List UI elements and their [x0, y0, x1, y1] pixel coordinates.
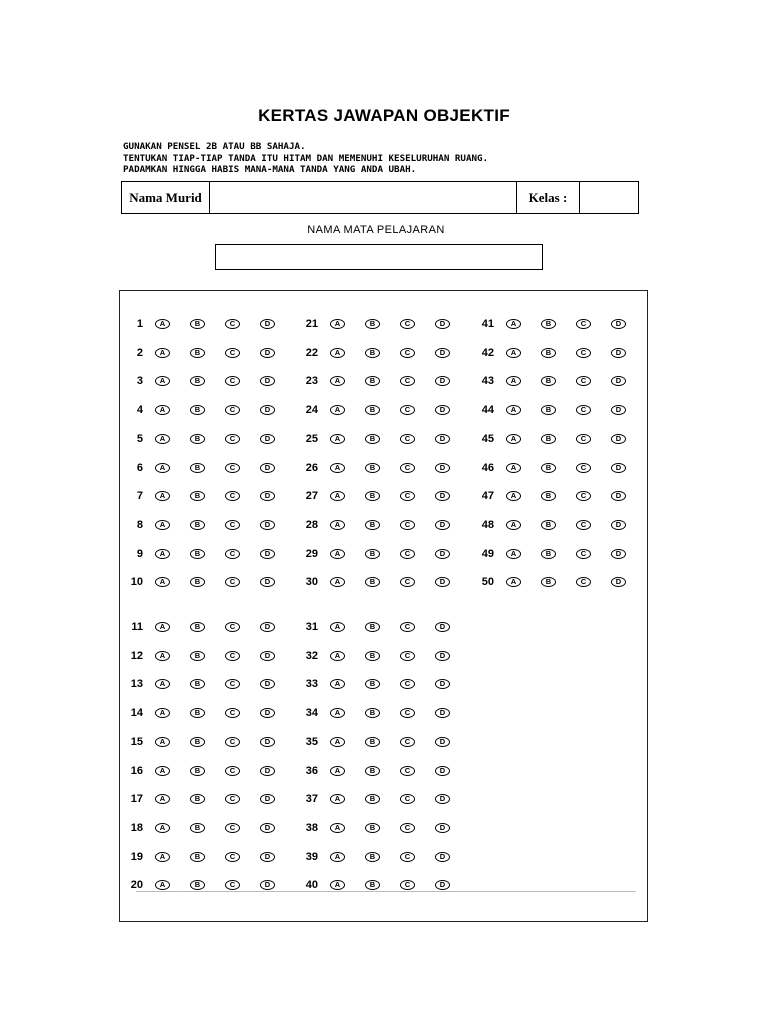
answer-bubble-d[interactable]: D [260, 348, 275, 358]
answer-bubble-d[interactable]: D [260, 794, 275, 804]
answer-bubble-b[interactable]: B [365, 405, 380, 415]
answer-bubble-a[interactable]: A [155, 794, 170, 804]
answer-bubble-d[interactable]: D [260, 577, 275, 587]
answer-bubble-d[interactable]: D [611, 577, 626, 587]
answer-bubble-b[interactable]: B [541, 405, 556, 415]
answer-bubble-b[interactable]: B [541, 319, 556, 329]
answer-bubble-b[interactable]: B [190, 737, 205, 747]
answer-bubble-b[interactable]: B [365, 520, 380, 530]
answer-bubble-a[interactable]: A [155, 651, 170, 661]
answer-bubble-b[interactable]: B [365, 679, 380, 689]
answer-bubble-d[interactable]: D [435, 405, 450, 415]
answer-bubble-c[interactable]: C [225, 577, 240, 587]
answer-bubble-c[interactable]: C [225, 319, 240, 329]
answer-bubble-a[interactable]: A [330, 708, 345, 718]
question-number: 4 [136, 404, 143, 416]
answer-bubble-b[interactable]: B [365, 319, 380, 329]
answer-bubble-c[interactable]: C [225, 852, 240, 862]
answer-bubble-b[interactable]: B [190, 679, 205, 689]
answer-bubble-a[interactable]: A [506, 348, 521, 358]
answer-bubble-b[interactable]: B [541, 348, 556, 358]
answer-bubble-d[interactable]: D [435, 434, 450, 444]
answer-bubble-c[interactable]: C [225, 880, 240, 890]
instruction-line: PADAMKAN HINGGA HABIS MANA-MANA TANDA YANG ANDA UBAH. [123, 164, 417, 175]
answer-bubble-a[interactable]: A [155, 766, 170, 776]
answer-bubble-a[interactable]: A [330, 622, 345, 632]
answer-bubble-d[interactable]: D [435, 463, 450, 473]
answer-bubble-a[interactable]: A [330, 549, 345, 559]
question-number: 49 [481, 548, 494, 560]
answer-bubble-a[interactable]: A [155, 622, 170, 632]
question-number: 2 [136, 347, 143, 359]
question-number: 16 [130, 765, 143, 777]
answer-bubble-c[interactable]: C [225, 766, 240, 776]
answer-bubble-a[interactable]: A [330, 348, 345, 358]
answer-bubble-b[interactable]: B [190, 823, 205, 833]
answer-bubble-c[interactable]: C [576, 520, 591, 530]
answer-bubble-c[interactable]: C [400, 794, 415, 804]
question-number: 46 [481, 462, 494, 474]
question-number: 25 [305, 433, 318, 445]
answer-bubble-d[interactable]: D [435, 491, 450, 501]
answer-bubble-d[interactable]: D [611, 348, 626, 358]
answer-bubble-b[interactable]: B [365, 708, 380, 718]
instruction-line: GUNAKAN PENSEL 2B ATAU BB SAHAJA. [123, 141, 306, 152]
answer-bubble-b[interactable]: B [365, 823, 380, 833]
question-number: 42 [481, 347, 494, 359]
divider [136, 891, 636, 892]
question-number: 28 [305, 519, 318, 531]
answer-bubble-b[interactable]: B [190, 434, 205, 444]
answer-bubble-c[interactable]: C [400, 434, 415, 444]
question-number: 45 [481, 433, 494, 445]
answer-bubble-d[interactable]: D [260, 463, 275, 473]
answer-bubble-c[interactable]: C [225, 651, 240, 661]
answer-bubble-b[interactable]: B [190, 520, 205, 530]
answer-bubble-c[interactable]: C [400, 622, 415, 632]
answer-bubble-a[interactable]: A [155, 880, 170, 890]
question-number: 10 [130, 576, 143, 588]
answer-bubble-a[interactable]: A [330, 577, 345, 587]
answer-bubble-b[interactable]: B [541, 577, 556, 587]
answer-bubble-d[interactable]: D [435, 708, 450, 718]
answer-bubble-b[interactable]: B [365, 434, 380, 444]
answer-bubble-d[interactable]: D [435, 880, 450, 890]
answer-bubble-d[interactable]: D [260, 708, 275, 718]
answer-bubble-c[interactable]: C [576, 376, 591, 386]
answer-bubble-a[interactable]: A [506, 319, 521, 329]
answer-bubble-b[interactable]: B [365, 549, 380, 559]
answer-bubble-d[interactable]: D [435, 520, 450, 530]
question-number: 38 [305, 822, 318, 834]
answer-bubble-b[interactable]: B [541, 376, 556, 386]
answer-bubble-b[interactable]: B [190, 622, 205, 632]
answer-bubble-a[interactable]: A [155, 463, 170, 473]
answer-bubble-b[interactable]: B [365, 766, 380, 776]
answer-bubble-c[interactable]: C [400, 549, 415, 559]
answer-bubble-b[interactable]: B [190, 651, 205, 661]
answer-bubble-c[interactable]: C [400, 651, 415, 661]
answer-bubble-c[interactable]: C [400, 348, 415, 358]
answer-bubble-d[interactable]: D [611, 405, 626, 415]
answer-bubble-a[interactable]: A [330, 880, 345, 890]
answer-bubble-c[interactable]: C [400, 577, 415, 587]
answer-bubble-c[interactable]: C [576, 549, 591, 559]
answer-bubble-d[interactable]: D [435, 679, 450, 689]
question-number: 20 [130, 879, 143, 891]
answer-bubble-d[interactable]: D [260, 319, 275, 329]
answer-bubble-b[interactable]: B [190, 319, 205, 329]
answer-bubble-b[interactable]: B [190, 766, 205, 776]
subject-field[interactable] [215, 244, 543, 270]
answer-bubble-d[interactable]: D [260, 880, 275, 890]
answer-bubble-c[interactable]: C [225, 708, 240, 718]
question-number: 32 [305, 650, 318, 662]
question-number: 44 [481, 404, 494, 416]
answer-bubble-a[interactable]: A [155, 405, 170, 415]
answer-bubble-a[interactable]: A [330, 376, 345, 386]
answer-bubble-a[interactable]: A [155, 319, 170, 329]
answer-bubble-d[interactable]: D [260, 549, 275, 559]
answer-bubble-c[interactable]: C [400, 405, 415, 415]
answer-bubble-b[interactable]: B [365, 376, 380, 386]
question-number: 48 [481, 519, 494, 531]
answer-bubble-d[interactable]: D [435, 319, 450, 329]
question-number: 18 [130, 822, 143, 834]
answer-bubble-a[interactable]: A [330, 737, 345, 747]
question-number: 19 [130, 851, 143, 863]
question-number: 39 [305, 851, 318, 863]
answer-bubble-d[interactable]: D [260, 651, 275, 661]
student-name-label: Nama Murid [122, 182, 210, 213]
answer-bubble-d[interactable]: D [611, 319, 626, 329]
answer-bubble-d[interactable]: D [260, 491, 275, 501]
answer-bubble-a[interactable]: A [330, 520, 345, 530]
answer-bubble-b[interactable]: B [365, 852, 380, 862]
question-number: 43 [481, 375, 494, 387]
answer-bubble-c[interactable]: C [400, 679, 415, 689]
answer-bubble-a[interactable]: A [155, 434, 170, 444]
answer-bubble-c[interactable]: C [400, 463, 415, 473]
answer-bubble-b[interactable]: B [190, 348, 205, 358]
answer-bubble-d[interactable]: D [260, 434, 275, 444]
answer-bubble-a[interactable]: A [330, 794, 345, 804]
answer-bubble-a[interactable]: A [155, 852, 170, 862]
question-number: 3 [136, 375, 143, 387]
answer-bubble-d[interactable]: D [435, 766, 450, 776]
answer-bubble-a[interactable]: A [155, 348, 170, 358]
answer-bubble-d[interactable]: D [435, 794, 450, 804]
student-name-field[interactable] [210, 182, 517, 213]
answer-bubble-b[interactable]: B [365, 737, 380, 747]
question-number: 24 [305, 404, 318, 416]
answer-bubble-a[interactable]: A [330, 651, 345, 661]
answer-bubble-c[interactable]: C [225, 405, 240, 415]
answer-bubble-d[interactable]: D [611, 549, 626, 559]
answer-bubble-d[interactable]: D [435, 852, 450, 862]
answer-bubble-a[interactable]: A [155, 577, 170, 587]
answer-bubble-a[interactable]: A [506, 405, 521, 415]
question-number: 50 [481, 576, 494, 588]
answer-bubble-a[interactable]: A [330, 491, 345, 501]
answer-bubble-c[interactable]: C [400, 319, 415, 329]
answer-bubble-c[interactable]: C [225, 549, 240, 559]
answer-bubble-d[interactable]: D [260, 852, 275, 862]
answer-bubble-b[interactable]: B [541, 463, 556, 473]
question-number: 40 [305, 879, 318, 891]
answer-bubble-a[interactable]: A [330, 679, 345, 689]
question-number: 8 [136, 519, 143, 531]
answer-bubble-b[interactable]: B [190, 852, 205, 862]
answer-bubble-b[interactable]: B [365, 463, 380, 473]
answer-bubble-c[interactable]: C [576, 434, 591, 444]
answer-bubble-d[interactable]: D [260, 622, 275, 632]
question-number: 6 [136, 462, 143, 474]
answer-bubble-a[interactable]: A [506, 577, 521, 587]
answer-bubble-a[interactable]: A [155, 823, 170, 833]
answer-bubble-a[interactable]: A [155, 737, 170, 747]
answer-bubble-c[interactable]: C [400, 708, 415, 718]
answer-bubble-d[interactable]: D [260, 520, 275, 530]
answer-bubble-b[interactable]: B [190, 405, 205, 415]
question-number: 23 [305, 375, 318, 387]
answer-bubble-a[interactable]: A [506, 491, 521, 501]
answer-bubble-a[interactable]: A [155, 679, 170, 689]
class-label: Kelas : [517, 182, 580, 213]
answer-bubble-d[interactable]: D [260, 405, 275, 415]
answer-bubble-d[interactable]: D [260, 737, 275, 747]
answer-bubble-c[interactable]: C [225, 463, 240, 473]
answer-bubble-b[interactable]: B [190, 376, 205, 386]
question-number: 35 [305, 736, 318, 748]
class-field[interactable] [580, 182, 638, 213]
answer-bubble-a[interactable]: A [506, 520, 521, 530]
answer-bubble-c[interactable]: C [400, 766, 415, 776]
question-number: 21 [305, 318, 318, 330]
answer-bubble-c[interactable]: C [400, 852, 415, 862]
answer-bubble-b[interactable]: B [365, 622, 380, 632]
answer-bubble-a[interactable]: A [506, 463, 521, 473]
student-info-bar [121, 181, 639, 214]
answer-bubble-b[interactable]: B [365, 491, 380, 501]
answer-bubble-b[interactable]: B [365, 880, 380, 890]
question-number: 9 [136, 548, 143, 560]
answer-bubble-b[interactable]: B [190, 794, 205, 804]
answer-bubble-c[interactable]: C [225, 348, 240, 358]
question-number: 14 [130, 707, 143, 719]
answer-bubble-b[interactable]: B [365, 651, 380, 661]
question-number: 15 [130, 736, 143, 748]
answer-bubble-d[interactable]: D [435, 549, 450, 559]
answer-bubble-c[interactable]: C [225, 737, 240, 747]
answer-bubble-c[interactable]: C [225, 622, 240, 632]
answer-bubble-d[interactable]: D [611, 463, 626, 473]
answer-bubble-c[interactable]: C [400, 520, 415, 530]
answer-bubble-b[interactable]: B [190, 463, 205, 473]
answer-bubble-d[interactable]: D [435, 577, 450, 587]
answer-bubble-d[interactable]: D [435, 737, 450, 747]
answer-bubble-a[interactable]: A [330, 463, 345, 473]
answer-bubble-d[interactable]: D [260, 679, 275, 689]
answer-bubble-c[interactable]: C [225, 794, 240, 804]
answer-bubble-b[interactable]: B [190, 880, 205, 890]
question-number: 17 [130, 793, 143, 805]
answer-bubble-c[interactable]: C [225, 434, 240, 444]
question-number: 12 [130, 650, 143, 662]
answer-bubble-d[interactable]: D [611, 434, 626, 444]
answer-bubble-b[interactable]: B [365, 794, 380, 804]
answer-bubble-a[interactable]: A [506, 549, 521, 559]
question-number: 47 [481, 490, 494, 502]
answer-bubble-b[interactable]: B [190, 549, 205, 559]
question-number: 5 [136, 433, 143, 445]
answer-bubble-b[interactable]: B [541, 434, 556, 444]
answer-bubble-c[interactable]: C [225, 679, 240, 689]
question-number: 31 [305, 621, 318, 633]
question-number: 34 [305, 707, 318, 719]
answer-bubble-c[interactable]: C [576, 491, 591, 501]
answer-bubble-c[interactable]: C [576, 577, 591, 587]
answer-bubble-b[interactable]: B [541, 549, 556, 559]
answer-bubble-d[interactable]: D [611, 520, 626, 530]
answer-bubble-c[interactable]: C [576, 348, 591, 358]
answer-bubble-a[interactable]: A [155, 708, 170, 718]
question-number: 36 [305, 765, 318, 777]
answer-bubble-d[interactable]: D [611, 376, 626, 386]
answer-bubble-c[interactable]: C [225, 823, 240, 833]
answer-bubble-a[interactable]: A [506, 434, 521, 444]
question-number: 26 [305, 462, 318, 474]
answer-bubble-a[interactable]: A [155, 520, 170, 530]
answer-bubble-d[interactable]: D [260, 823, 275, 833]
answer-bubble-c[interactable]: C [400, 880, 415, 890]
answer-bubble-b[interactable]: B [190, 491, 205, 501]
answer-bubble-b[interactable]: B [365, 577, 380, 587]
answer-bubble-c[interactable]: C [225, 376, 240, 386]
page-title: KERTAS JAWAPAN OBJEKTIF [258, 106, 510, 125]
question-number: 37 [305, 793, 318, 805]
answer-bubble-d[interactable]: D [260, 376, 275, 386]
answer-bubble-b[interactable]: B [190, 577, 205, 587]
answer-bubble-d[interactable]: D [435, 823, 450, 833]
instruction-line: TENTUKAN TIAP-TIAP TANDA ITU HITAM DAN MEMENUHI KESELURUHAN RUANG. [123, 152, 489, 164]
answer-bubble-b[interactable]: B [190, 708, 205, 718]
answer-bubble-a[interactable]: A [330, 823, 345, 833]
answer-bubble-a[interactable]: A [330, 434, 345, 444]
question-number: 33 [305, 678, 318, 690]
instructions [123, 141, 643, 176]
answer-bubble-c[interactable]: C [576, 319, 591, 329]
answer-bubble-c[interactable]: C [225, 491, 240, 501]
question-number: 7 [136, 490, 143, 502]
answer-bubble-a[interactable]: A [506, 376, 521, 386]
answer-bubble-c[interactable]: C [225, 520, 240, 530]
question-number: 13 [130, 678, 143, 690]
question-number: 22 [305, 347, 318, 359]
answer-bubble-a[interactable]: A [155, 491, 170, 501]
answer-bubble-a[interactable]: A [155, 376, 170, 386]
answer-bubble-d[interactable]: D [435, 651, 450, 661]
answer-bubble-a[interactable]: A [330, 852, 345, 862]
question-number: 29 [305, 548, 318, 560]
answer-bubble-b[interactable]: B [541, 520, 556, 530]
answer-bubble-a[interactable]: A [330, 766, 345, 776]
answer-bubble-d[interactable]: D [435, 348, 450, 358]
answer-bubble-c[interactable]: C [576, 463, 591, 473]
question-number: 11 [131, 621, 143, 633]
question-number: 27 [305, 490, 318, 502]
answer-bubble-b[interactable]: B [541, 491, 556, 501]
answer-bubble-d[interactable]: D [611, 491, 626, 501]
answer-bubble-c[interactable]: C [576, 405, 591, 415]
answer-bubble-d[interactable]: D [260, 766, 275, 776]
answer-bubble-d[interactable]: D [435, 376, 450, 386]
question-number: 30 [305, 576, 318, 588]
answer-bubble-c[interactable]: C [400, 737, 415, 747]
answer-bubble-c[interactable]: C [400, 823, 415, 833]
answer-bubble-c[interactable]: C [400, 491, 415, 501]
answer-bubble-a[interactable]: A [155, 549, 170, 559]
subject-label: NAMA MATA PELAJARAN [307, 224, 445, 236]
answer-bubble-a[interactable]: A [330, 319, 345, 329]
question-number: 1 [136, 318, 143, 330]
question-number: 41 [481, 318, 494, 330]
answer-bubble-b[interactable]: B [365, 348, 380, 358]
answer-bubble-c[interactable]: C [400, 376, 415, 386]
answer-bubble-a[interactable]: A [330, 405, 345, 415]
answer-bubble-d[interactable]: D [435, 622, 450, 632]
